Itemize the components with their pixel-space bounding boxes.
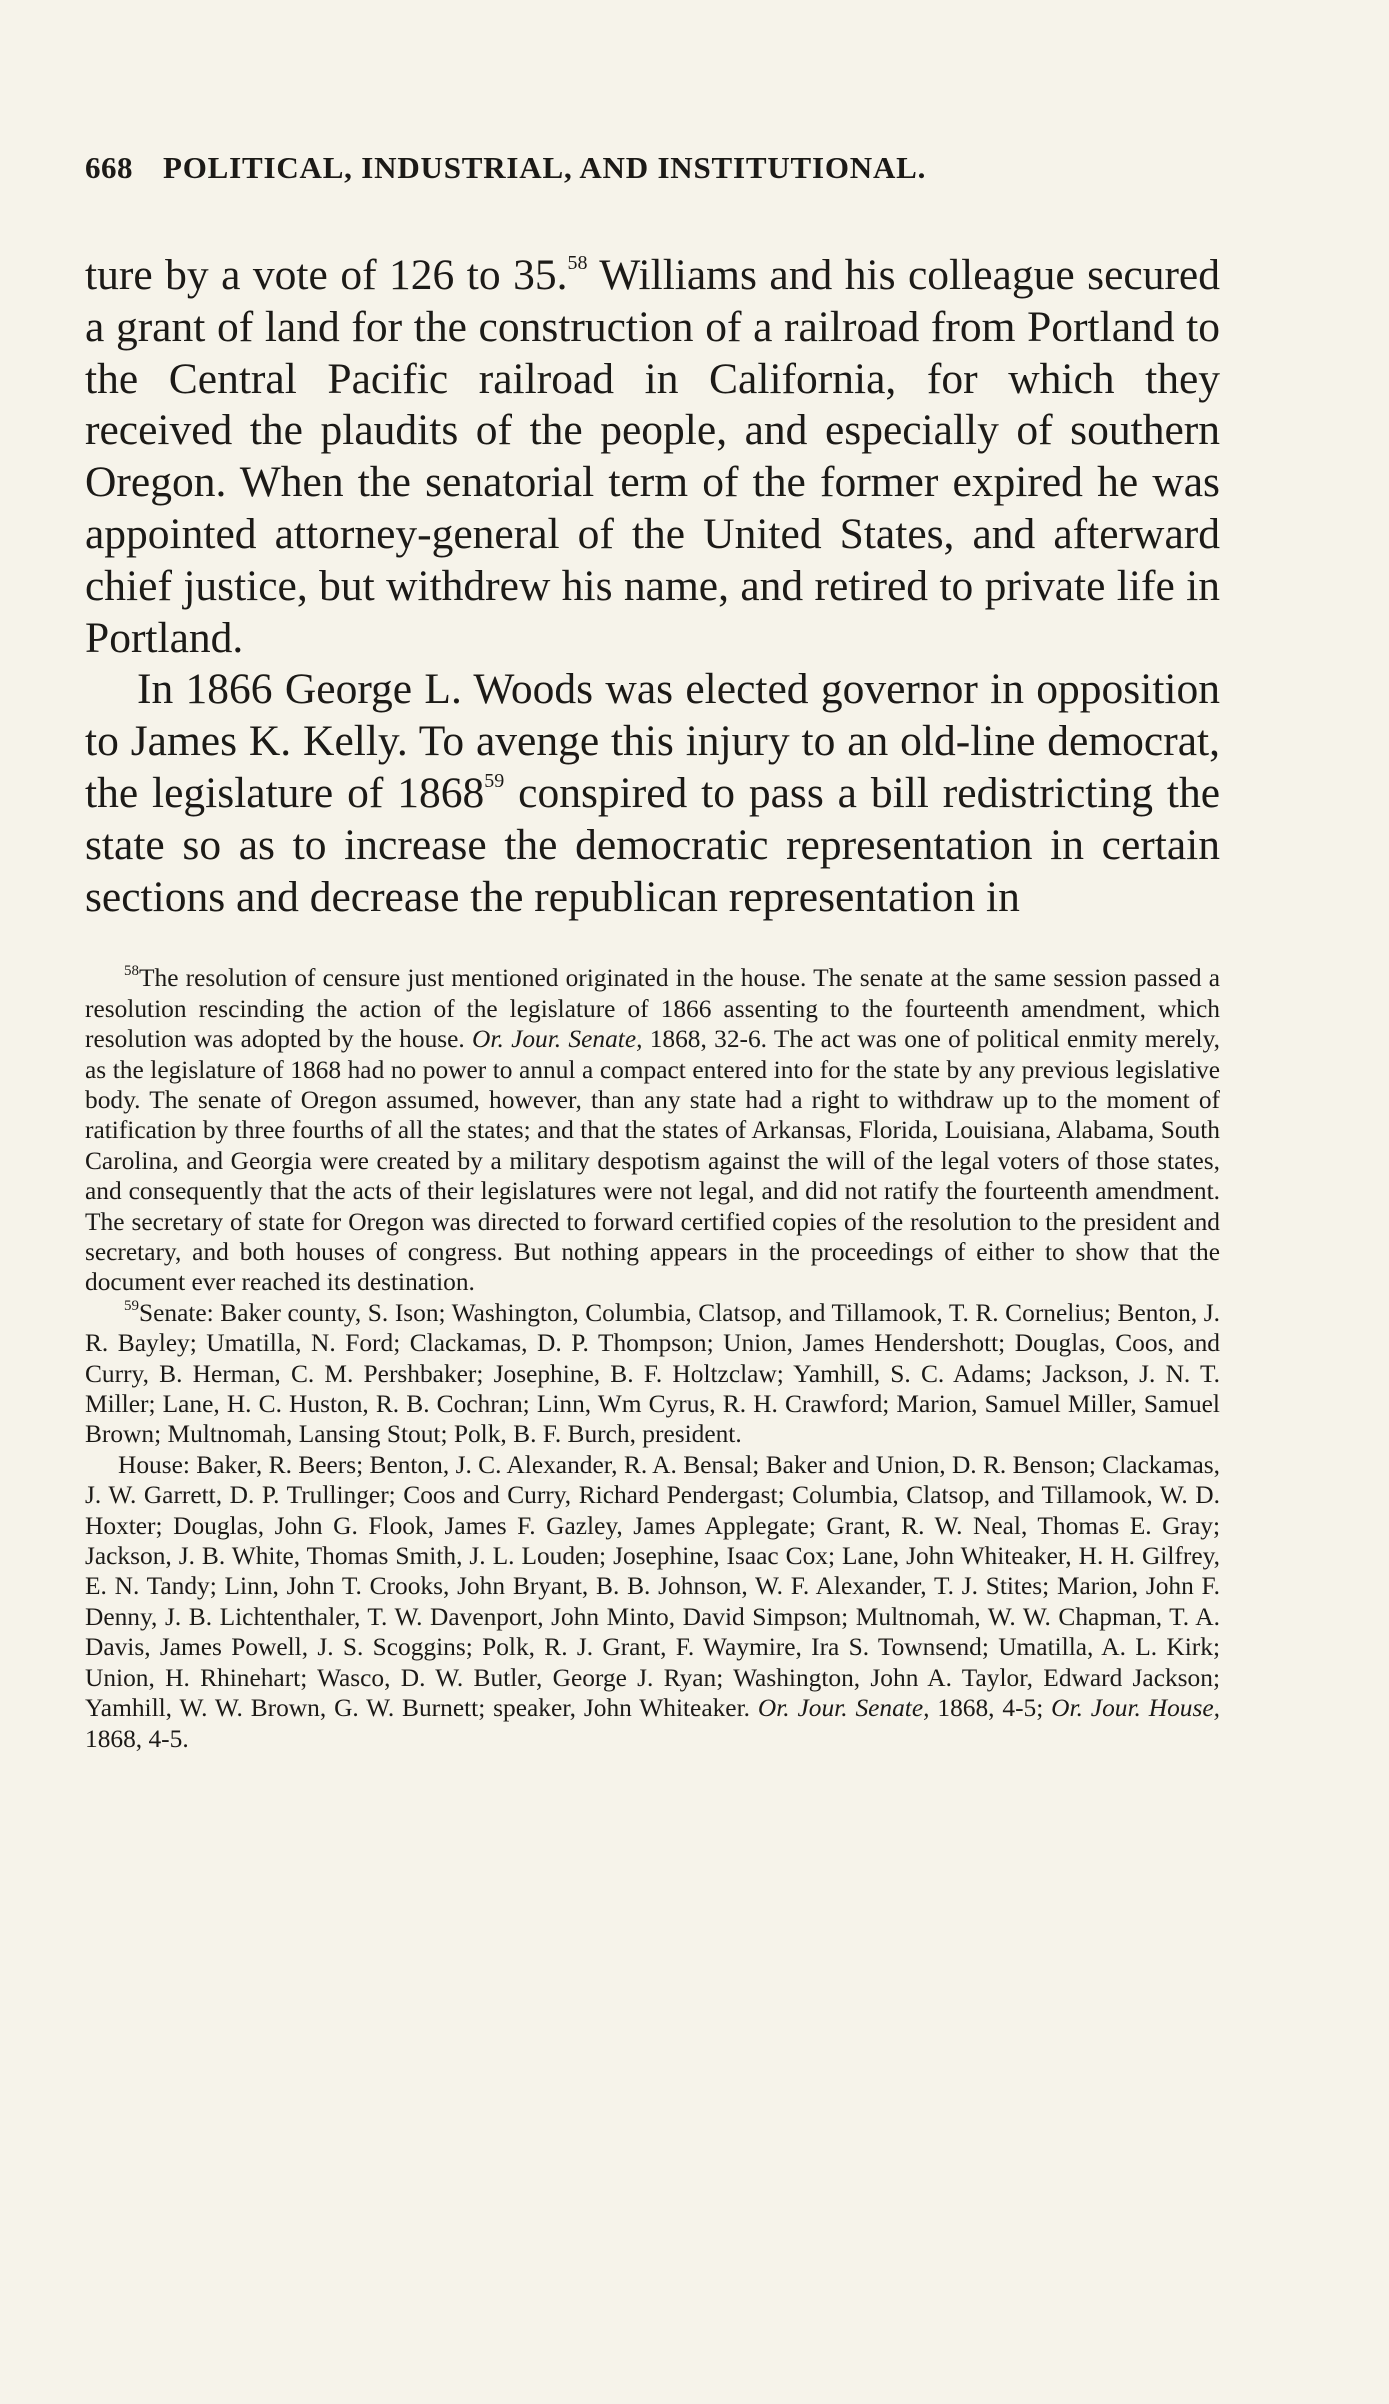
- footnote-58-citation: Or. Jour. Senate,: [472, 1025, 643, 1054]
- paragraph-2-text-end: conspired to pass a bill redistricting the state so as to increase the democratic representation in certain sections and decrease the republican representation in: [85, 768, 1221, 921]
- footnote-59-citation-mid: 1868, 4-5;: [929, 1694, 1052, 1723]
- footnote-59-citation-senate: Or. Jour. Senate,: [757, 1694, 930, 1723]
- footnote-ref-58: 58: [567, 252, 588, 274]
- paragraph-2-text-start: In 1866 George L. Woods was elected governor in opposition to James K. Kelly. To avenge this injury to an old-line democrat, the legislature of 1868: [85, 665, 1220, 817]
- footnote-59-house: [85, 1450, 1220, 1754]
- footnote-58-text-end: 1868, 32-6. The act was one of political enmity merely, as the legislature of 1868 had no power to annul a compact entered into for the state by any previous legislative body. The senate of Oregon assumed, however, than any state had a right to withdraw up to the moment of ratification by three fourths of all the states; and that the states of Arkansas, Florida, Louisiana, Alabama, South Carolina, and Georgia were created by a military despotism against the will of the legal voters of those states, and consequently that the acts of their legislatures were not legal, and did not ratify the fourteenth amendment. The secretary of state for Oregon was directed to forward certified copies of the resolution to the president and secretary, and both houses of congress. But nothing appears in the proceedings of either to show that the document ever reached its destination.: [85, 1025, 1221, 1297]
- book-page: [85, 150, 1220, 1754]
- running-head: [85, 150, 1220, 200]
- footnote-59-citation-end: 1868, 4-5.: [85, 1724, 189, 1753]
- paragraph-1-text-start: ture by a vote of 126 to 35.: [85, 251, 568, 299]
- footnote-59-marker: 59: [124, 1297, 139, 1314]
- body-paragraph-2: [85, 664, 1220, 923]
- footnotes: [85, 963, 1220, 1754]
- footnote-58-marker: 58: [124, 963, 139, 980]
- footnote-59-house-list: House: Baker, R. Beers; Benton, J. C. Alexander, R. A. Bensal; Baker and Union, D. R. Benson; Clackamas, J. W. Garrett, D. P. Trullinger; Coos and Curry, Richard Pendergast; Columbia, Clatsop, and Tillamook, W. D. Hoxter; Douglas, John G. Flook, James F. Gazley, James Applegate; Grant, R. W. Neal, Thomas E. Gray; Jackson, J. B. White, Thomas Smith, J. L. Louden; Josephine, Isaac Cox; Lane, John Whiteaker, H. H. Gilfrey, E. N. Tandy; Linn, John T. Crooks, John Bryant, B. B. Johnson, W. F. Alexander, T. J. Stites; Marion, John F. Denny, J. B. Lichtenthaler, T. W. Davenport, John Minto, David Simpson; Multnomah, W. W. Chapman, T. A. Davis, James Powell, J. S. Scoggins; Polk, R. J. Grant, F. Waymire, Ira S. Townsend; Umatilla, A. L. Kirk; Union, H. Rhinehart; Wasco, D. W. Butler, George J. Ryan; Washington, John A. Taylor, Edward Jackson; Yamhill, W. W. Brown, G. W. Burnett; speaker, John Whiteaker.: [85, 1450, 1220, 1723]
- paragraph-1-text-end: Williams and his colleague secured a grant of land for the construction of a railroad from Portland to the Central Pacific railroad in California, for which they received the plaudits of the people, and especially of southern Oregon. When the senatorial term of the former expired he was appointed attorney-general of the United States, and afterward chief justice, but withdrew his name, and retired to private life in Portland.: [85, 251, 1220, 662]
- footnote-59-senate: [85, 1298, 1220, 1450]
- running-title: POLITICAL, INDUSTRIAL, AND INSTITUTIONAL.: [163, 150, 927, 185]
- footnote-58: [85, 963, 1220, 1297]
- footnote-ref-59: 59: [484, 769, 505, 792]
- footnote-58-text-start: The resolution of censure just mentioned originated in the house. The senate at the same session passed a resolution rescinding the action of the legislature of 1866 assenting to the fourteenth amendment, which resolution was adopted by the house.: [85, 964, 1220, 1054]
- footnote-59-senate-list: Senate: Baker county, S. Ison; Washington, Columbia, Clatsop, and Tillamook, T. R. Cornelius; Benton, J. R. Bayley; Umatilla, N. Ford; Clackamas, D. P. Thompson; Union, James Hendershott; Douglas, Coos, and Curry, B. Herman, C. M. Pershbaker; Josephine, B. F. Holtzclaw; Yamhill, S. C. Adams; Jackson, J. N. T. Miller; Lane, H. C. Huston, R. B. Cochran; Linn, Wm Cyrus, R. H. Crawford; Marion, Samuel Miller, Samuel Brown; Multnomah, Lansing Stout; Polk, B. F. Burch, president.: [85, 1298, 1220, 1449]
- body-paragraph-1: [85, 250, 1220, 664]
- page-number: 668: [85, 150, 133, 185]
- footnote-59-citation-house: Or. Jour. House,: [1051, 1694, 1220, 1723]
- body-text: [85, 250, 1220, 923]
